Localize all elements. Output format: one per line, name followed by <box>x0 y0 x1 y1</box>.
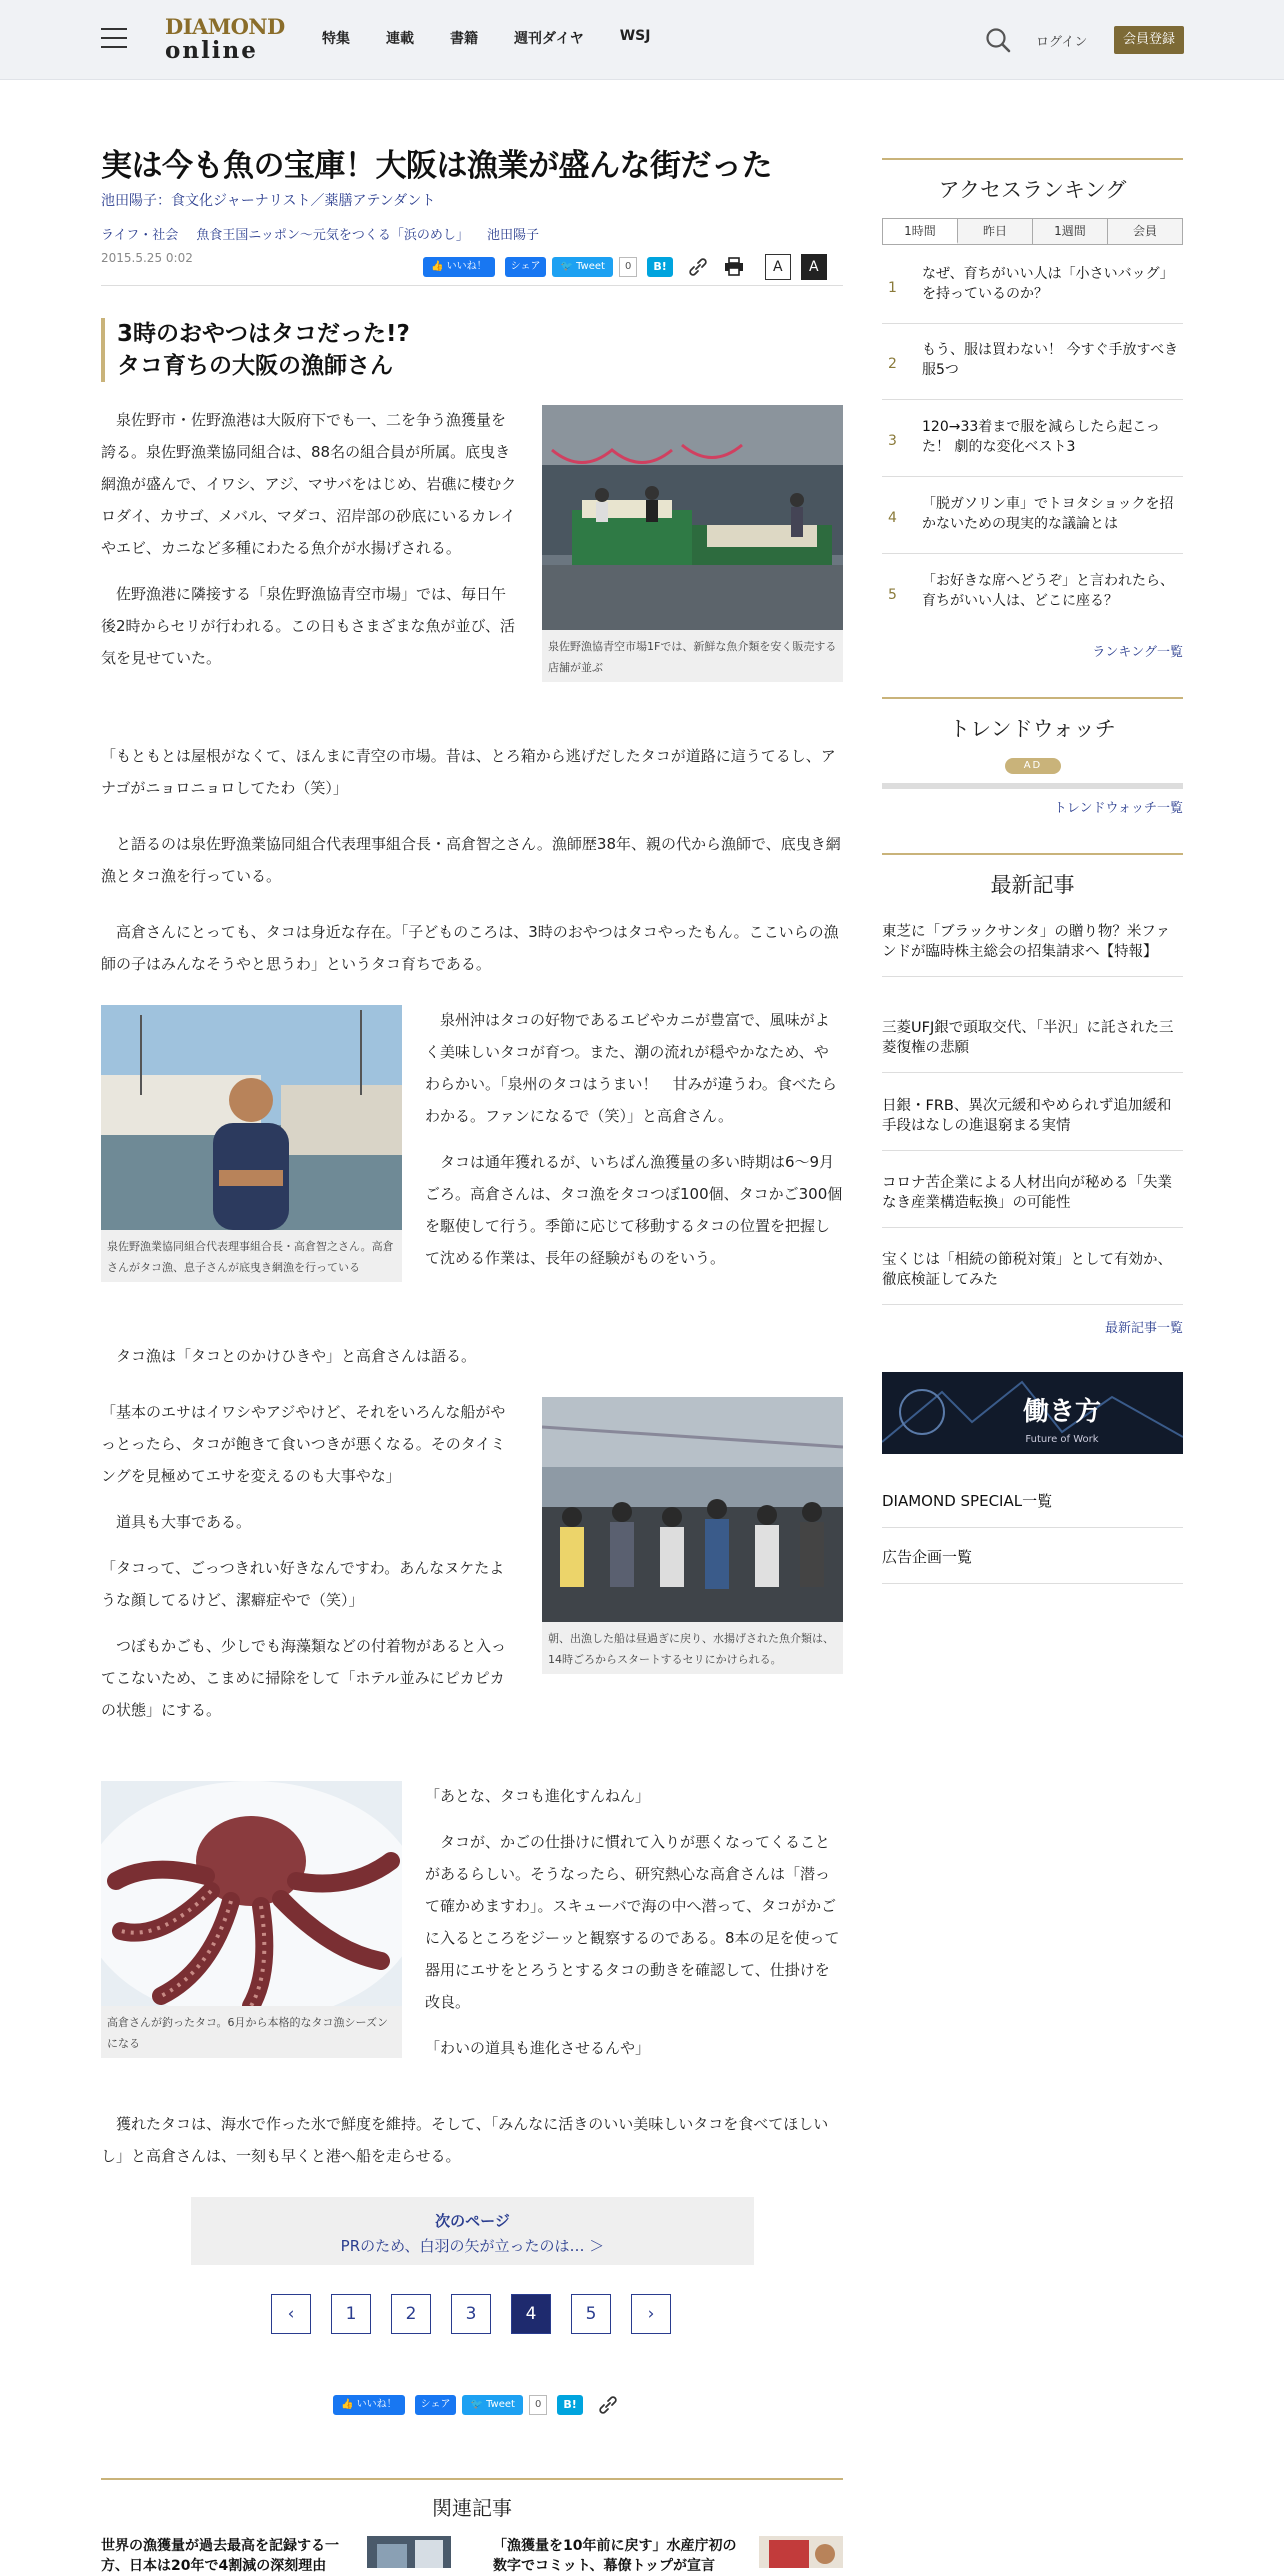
paragraph <box>425 1780 843 2064</box>
rank-title: 「脱ガソリン車」でトヨタショックを招かないための現実的な議論とは <box>922 496 1174 532</box>
series-link[interactable]: 魚食王国ニッポン～元気をつくる「浜のめし」 <box>196 228 469 243</box>
diamond-special-link[interactable]: DIAMOND SPECIAL一覧 <box>882 1490 1183 1528</box>
paragraph-text: 道具も大事である。 <box>116 1513 252 1531</box>
figure-caption: 朝、出漁した船は昼過ぎに戻り、水揚げされた魚介類は、14時ごろからスタートするセリにかけられる。 <box>548 1632 834 1666</box>
tab-1hour[interactable]: 1時間 <box>883 219 958 244</box>
rank-title: もう、服は買わない！ 今すぐ手放すべき服5つ <box>922 342 1179 378</box>
like-label: いいね！ <box>446 261 487 272</box>
paragraph-text: 「あとな、タコも進化すんねん」 <box>425 1787 651 1805</box>
tab-1week[interactable]: 1週間 <box>1033 219 1108 244</box>
ranking-item[interactable] <box>882 413 1183 477</box>
paragraph <box>101 916 843 980</box>
related-article-link[interactable]: 「漁獲量を10年前に戻す」水産庁初の数字でコミット、幕僚トップが宣言 <box>493 2538 737 2574</box>
next-page-label: 次のページ <box>435 2212 510 2230</box>
divider <box>882 853 1183 855</box>
ranking-tabs <box>882 218 1183 245</box>
ranking-heading: アクセスランキング <box>938 178 1127 202</box>
ranking-more-link[interactable]: ランキング一覧 <box>1092 645 1183 660</box>
paragraph <box>101 2108 843 2172</box>
rank-number: 2 <box>888 356 897 372</box>
tweet-label: Tweet <box>576 261 605 272</box>
section-heading-line2: タコ育ちの大阪の漁師さん <box>117 353 393 379</box>
paragraph-text: 獲れたタコは、海水で作った氷で鮮度を維持。そして、「みんなに活きのいい美味しいタコを食べてほしいし」と高倉さんは、一刻も早くと港へ船を走らせる。 <box>101 2115 829 2165</box>
main-nav <box>322 28 686 48</box>
latest-article-link[interactable]: 宝くじは「相続の節税対策」として有効か、徹底検証してみた <box>882 1250 1183 1305</box>
octopus-photo <box>101 1781 402 2006</box>
page-link-5[interactable]: 5 <box>571 2294 611 2334</box>
paragraph-text: と語るのは泉佐野漁業協同組合代表理事組合長・高倉智之さん。漁師歴38年、親の代から漁師で、底曳き網漁とタコ漁を行っている。 <box>101 835 841 885</box>
tweet-button[interactable]: 🐦 Tweet <box>552 257 613 277</box>
login-link[interactable]: ログイン <box>1036 35 1088 50</box>
share-bar-bottom <box>333 2395 619 2415</box>
page-title: 実は今も魚の宝庫！大阪は漁業が盛んな街だった <box>101 148 772 184</box>
paragraph-text: つぼもかごも、少しでも海藻類などの付着物があると入ってこないため、こまめに掃除をして「ホテル並みにピカピカの状態」にする。 <box>101 1637 507 1719</box>
paragraph-text: 泉佐野市・佐野漁港は大阪府下でも一、二を争う漁獲量を誇る。泉佐野漁業協同組合は、88名の組合員が所属。底曳き網漁が盛んで、イワシ、アジ、マサバをはじめ、岩礁に棲むクロダイ、カサゴ、メバル、マダコ、沼岸部の砂底にいるカレイやエビ、カニなど多種にわたる魚介が水揚げされる。 <box>101 411 517 557</box>
link-icon[interactable] <box>687 257 709 277</box>
paragraph-text: 「わいの道具も進化させるんや」 <box>425 2039 651 2057</box>
rank-number: 3 <box>888 433 897 449</box>
rank-title: 「お好きな席へどうぞ」と言われたら、育ちがいい人は、どこに座る？ <box>922 573 1174 609</box>
paragraph-text: 高倉さんにとっても、タコは身近な存在。「子どものころは、3時のおやつはタコやったもん。ここいらの漁師の子はみんなそうやと思うわ」というタコ育ちである。 <box>101 923 839 973</box>
page-link-3[interactable]: 3 <box>451 2294 491 2334</box>
hatena-button[interactable]: B! <box>557 2395 582 2415</box>
ranking-item[interactable] <box>882 260 1183 324</box>
paragraph-text: 「タコって、ごっつきれい好きなんですわ。あんなヌケたような顔してるけど、潔癖症やで（笑）」 <box>101 1559 505 1609</box>
banner-image <box>882 1372 1183 1454</box>
link-icon[interactable] <box>597 2395 619 2415</box>
next-page-link[interactable] <box>191 2197 754 2265</box>
nav-item-series[interactable]: 連載 <box>386 31 414 47</box>
trend-more-link[interactable]: トレンドウォッチ一覧 <box>1053 801 1183 816</box>
latest-more-link[interactable]: 最新記事一覧 <box>1104 1321 1183 1336</box>
hatena-button[interactable]: B! <box>647 257 672 277</box>
ad-feature-link[interactable]: 広告企画一覧 <box>882 1546 1183 1584</box>
related-thumbnail[interactable] <box>759 2536 843 2568</box>
category-link[interactable]: ライフ・社会 <box>101 228 179 243</box>
figure-octopus <box>101 1781 402 2058</box>
facebook-share-button[interactable]: シェア <box>505 257 547 277</box>
latest-heading: 最新記事 <box>990 873 1075 897</box>
tab-members[interactable]: 会員 <box>1108 219 1182 244</box>
latest-article-link[interactable]: 日銀・FRB、異次元緩和やめられず追加緩和手段はなしの進退窮まる実情 <box>882 1096 1183 1151</box>
figure-market <box>542 405 843 682</box>
tweet-label: Tweet <box>486 2399 515 2410</box>
next-page-title: PRのため、白羽の矢が立ったのは… ＞ <box>340 2237 605 2255</box>
paragraph-text: 「もともとは屋根がなくて、ほんまに青空の市場。昔は、とろ箱から逃げだしたタコが道路に這うてるし、アナゴがニョロニョロしてたわ（笑）」 <box>101 747 836 797</box>
facebook-share-button[interactable]: シェア <box>415 2395 457 2415</box>
ranking-item[interactable] <box>882 567 1183 631</box>
paragraph-text: タコ漁は「タコとのかけひきや」と高倉さんは語る。 <box>116 1347 477 1365</box>
related-heading: 関連記事 <box>432 2496 512 2520</box>
search-icon[interactable] <box>984 26 1012 54</box>
tweet-button[interactable]: 🐦 Tweet <box>462 2395 523 2415</box>
facebook-like-button[interactable]: 👍 いいね！ <box>333 2395 405 2415</box>
prev-page-button[interactable]: ‹ <box>271 2294 311 2334</box>
print-icon[interactable] <box>723 257 745 277</box>
ranking-item[interactable] <box>882 490 1183 554</box>
site-header <box>0 0 1284 80</box>
publish-date: 2015.5.25 0:02 <box>101 251 193 265</box>
next-page-button[interactable]: › <box>631 2294 671 2334</box>
paragraph <box>101 740 843 804</box>
ad-badge: AD <box>1005 758 1061 774</box>
divider <box>101 2478 843 2480</box>
figure-caption: 泉佐野漁業協同組合代表理事組合長・高倉智之さん。高倉さんがタコ漁、息子さんが底曳き網漁を行っている <box>107 1240 394 1274</box>
banner-title: 働き方 <box>1022 1397 1102 1427</box>
rank-number: 1 <box>888 280 897 296</box>
facebook-like-button[interactable]: 👍 いいね！ <box>423 257 495 277</box>
figure-fisherman <box>101 1005 402 1282</box>
latest-article-link[interactable]: 東芝に「ブラックサンタ」の贈り物？米ファンドが臨時株主総会の招集請求へ【特報】 <box>882 922 1183 977</box>
trend-heading: トレンドウォッチ <box>949 717 1116 741</box>
paragraph <box>101 828 843 892</box>
paragraph <box>101 1396 519 1726</box>
rank-number: 4 <box>888 510 897 526</box>
font-size-small-button[interactable]: A <box>765 254 791 280</box>
breadcrumb <box>101 224 553 243</box>
latest-article-link[interactable]: 三菱UFJ銀で頭取交代、「半沢」に託された三菱復権の悲願 <box>882 1018 1183 1073</box>
rank-title: なぜ、育ちがいい人は「小さいバッグ」を持っているのか？ <box>922 266 1174 302</box>
paragraph-text: 泉州沖はタコの好物であるエビやカニが豊富で、風味がよく美味しいタコが育つ。また、潮の流れが穏やかなため、やわらかい。「泉州のタコはうまい！ 甘みが違うわ。食べたらわかる。ファンになるで（笑）」と高倉さん。 <box>425 1011 837 1125</box>
logo-top-text: DIAMOND <box>165 14 285 39</box>
register-button[interactable]: 会員登録 <box>1114 26 1184 54</box>
author-link[interactable]: 池田陽子：食文化ジャーナリスト／薬膳アテンダント <box>101 193 436 209</box>
figure-caption: 高倉さんが釣ったタコ。6月から本格的なタコ漁シーズンになる <box>107 2016 389 2050</box>
rank-number: 5 <box>888 587 897 603</box>
figure-auction <box>542 1397 843 1674</box>
paragraph <box>425 1004 843 1274</box>
future-of-work-banner[interactable] <box>882 1372 1183 1454</box>
auction-photo <box>542 1397 843 1622</box>
paragraph <box>101 404 519 674</box>
paragraph-text: 「基本のエサはイワシやアジやけど、それをいろんな船がやっとったら、タコが飽きて食いつきが悪くなる。そのタイミングを見極めてエサを変えるのも大事やな」 <box>101 1403 506 1485</box>
pagination <box>271 2294 691 2334</box>
divider <box>882 783 1183 789</box>
nav-item-feature[interactable]: 特集 <box>322 31 350 47</box>
section-heading <box>101 318 410 382</box>
fisherman-photo <box>101 1005 402 1230</box>
logo-bottom-text: online <box>165 37 258 64</box>
latest-article-link[interactable]: コロナ苦企業による人材出向が秘める「失業なき産業構造転換」の可能性 <box>882 1173 1183 1228</box>
banner-subtitle: Future of Work <box>1025 1434 1099 1445</box>
nav-item-weekly[interactable]: 週刊ダイヤ <box>514 31 584 47</box>
tweet-count: 0 <box>619 257 637 277</box>
related-article-link[interactable]: 世界の漁獲量が過去最高を記録する一方、日本は20年で4割減の深刻理由 <box>101 2538 339 2574</box>
rank-title: 120→33着まで服を減らしたら起こった！ 劇的な変化ベスト3 <box>922 419 1160 455</box>
divider <box>882 158 1183 160</box>
page-link-2[interactable]: 2 <box>391 2294 431 2334</box>
related-thumbnail[interactable] <box>367 2536 451 2568</box>
paragraph <box>101 1340 843 1372</box>
divider <box>882 697 1183 699</box>
ranking-item[interactable] <box>882 336 1183 400</box>
market-photo <box>542 405 843 630</box>
paragraph-text: タコが、かごの仕掛けに慣れて入りが悪くなってくることがあるらしい。そうなったら、研究熱心な高倉さんは「潜って確かめますわ」。スキューバで海の中へ潜って、タコがかごに入るところをジーッと観察するのである。8本の足を使って器用にエサをとろうとするタコの動きを確認して、仕掛けを改良。 <box>425 1833 840 2011</box>
menu-icon[interactable] <box>101 28 127 50</box>
author-tag-link[interactable]: 池田陽子 <box>487 228 540 243</box>
nav-item-wsj[interactable]: WSJ <box>619 28 651 44</box>
tab-yesterday[interactable]: 昨日 <box>958 219 1033 244</box>
font-size-large-button[interactable]: A <box>801 254 827 280</box>
page-link-1[interactable]: 1 <box>331 2294 371 2334</box>
tweet-count: 0 <box>529 2395 547 2415</box>
nav-item-books[interactable]: 書籍 <box>450 31 478 47</box>
like-label: いいね！ <box>356 2399 397 2410</box>
divider <box>101 285 843 286</box>
paragraph-text: タコは通年獲れるが、いちばん漁獲量の多い時期は6～9月ごろ。高倉さんは、タコ漁をタコつぼ100個、タコかご300個を駆使して行う。季節に応じて移動するタコの位置を把握して沈める作業は、長年の経験がものをいう。 <box>425 1153 843 1267</box>
site-logo[interactable] <box>165 14 285 64</box>
figure-caption: 泉佐野漁協青空市場1Fでは、新鮮な魚介類を安く販売する店舗が並ぶ <box>548 640 837 674</box>
page-link-current[interactable]: 4 <box>511 2294 551 2334</box>
paragraph-text: 佐野漁港に隣接する「泉佐野漁協青空市場」では、毎日午後2時からセリが行われる。この日もさまざまな魚が並び、活気を見せていた。 <box>101 585 515 667</box>
section-heading-line1: 3時のおやつはタコだった!? <box>117 321 410 347</box>
share-bar <box>423 254 827 280</box>
